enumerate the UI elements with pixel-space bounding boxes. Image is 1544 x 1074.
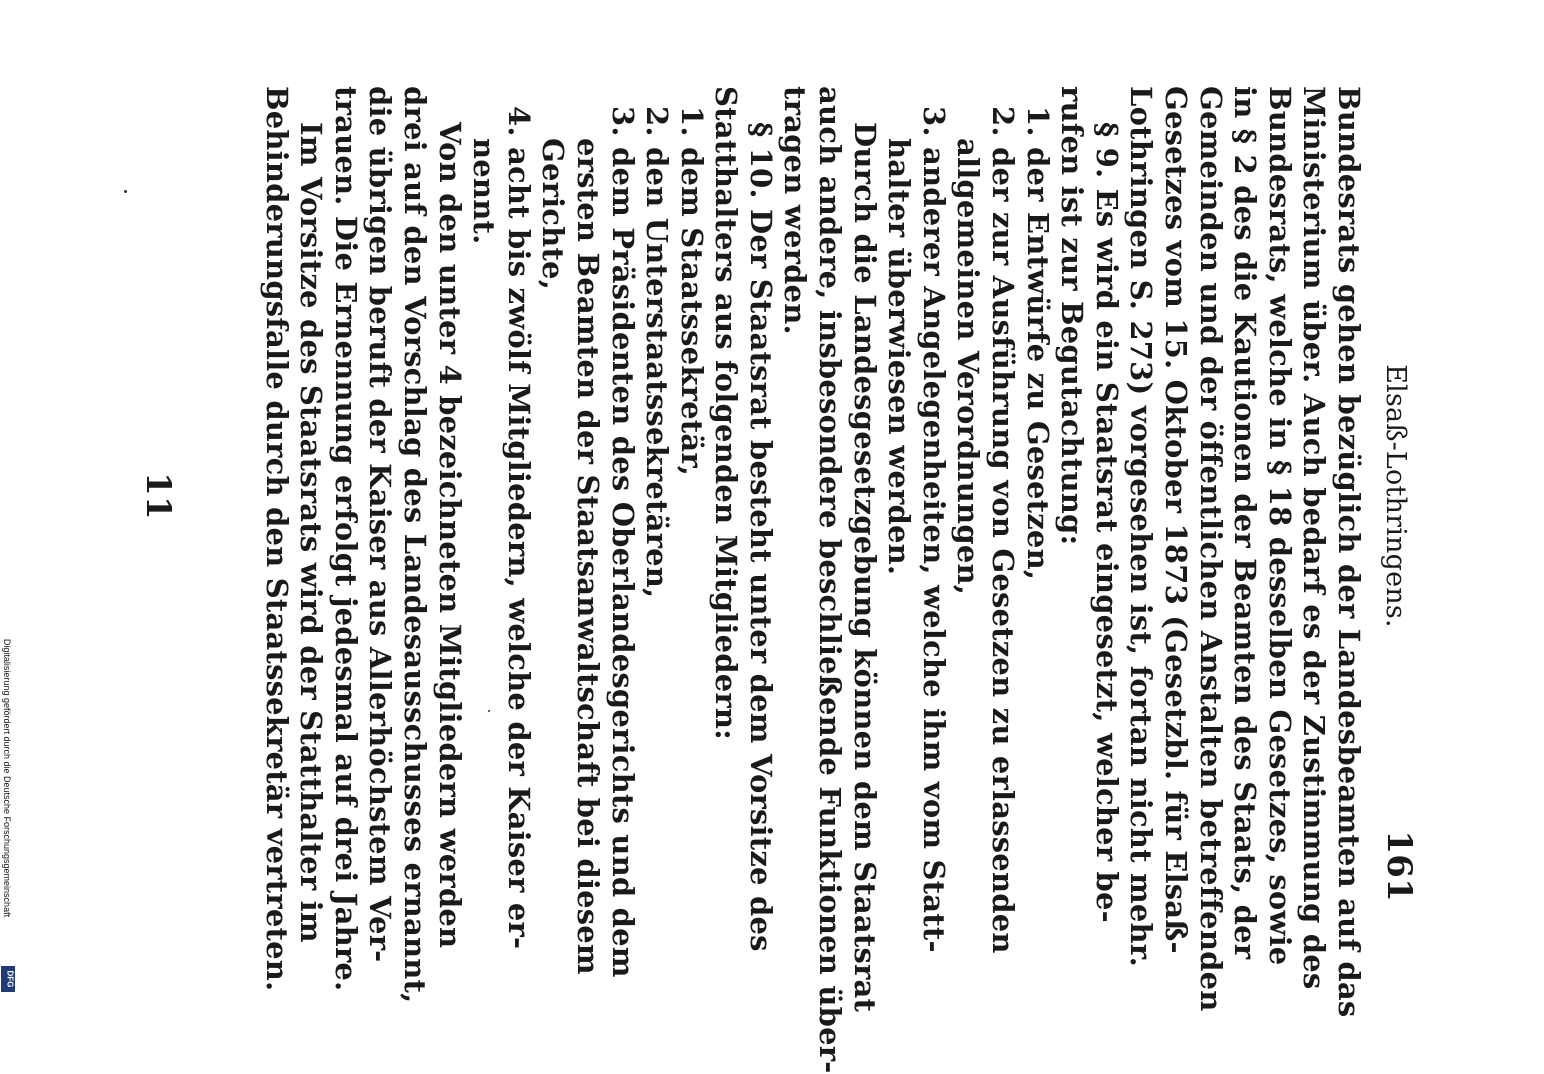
running-title: Elsaß-Lothringens. — [1380, 364, 1411, 628]
page-header — [1372, 86, 1419, 906]
section-heading-line: § 9. Es wird ein Staatsrat eingesetzt, welcher be- — [1089, 122, 1124, 923]
text-line: Bundesrats, welche in § 18 desselben Gesetzes, sowie — [1262, 86, 1297, 966]
text-line: Gemeinden und der öffentlichen Anstalten betreffenden — [1193, 86, 1228, 1012]
text-line: Im Vorsitze des Staatsrats wird der Statthalter im — [294, 122, 329, 943]
text-line: auch andere, insbesondere beschließende Funktionen über- — [813, 86, 848, 1074]
text-line: die übrigen beruft der Kaiser aus Allerhöchstem Ver- — [363, 86, 398, 963]
text-line: Ministerium über. Auch bedarf es der Zustimmung des — [1297, 86, 1332, 990]
text-line: tragen werden. — [778, 86, 813, 335]
list-item-continuation: Gerichte, — [536, 138, 571, 290]
list-item: 2. der zur Ausführung von Gesetzen zu erlassenden — [986, 106, 1021, 954]
scan-speck — [124, 190, 127, 193]
page-number: 161 — [1379, 830, 1419, 902]
text-line: drei auf den Vorschlag des Landesausschusses ernannt, — [397, 86, 432, 1004]
list-item-continuation: halter überwiesen werden. — [882, 138, 917, 576]
chair-paragraph — [259, 86, 329, 992]
text-line: trauen. Die Ernennung erfolgt jedesmal auf drei Jahre. — [328, 86, 363, 992]
funding-notice: Digitalisierung gefördert durch die Deutsche Forschungsgemeinschaft — [2, 638, 12, 918]
list-item: 2. den Unterstaatssekretären, — [640, 106, 675, 599]
legislation-paragraph — [778, 86, 882, 1074]
list-item: 4. acht bis zwölf Mitgliedern, welche der Kaiser er- — [501, 106, 536, 950]
members-paragraph — [328, 86, 467, 1004]
section-heading-line: § 10. Der Staatsrat besteht unter dem Vorsitze des — [743, 122, 778, 952]
list-item: 1. der Entwürfe zu Gesetzen, — [1020, 106, 1055, 581]
section-9-paragraph — [1055, 86, 1124, 923]
text-line: rufen ist zur Begutachtung: — [1055, 86, 1090, 546]
section-10-paragraph — [709, 86, 778, 952]
signature-mark: 11 — [137, 472, 178, 520]
intro-paragraph — [1124, 86, 1366, 1018]
rotated-text-block — [132, 86, 1419, 1074]
list-item: 3. dem Präsidenten des Oberlandesgerichts und dem — [605, 106, 640, 978]
text-line: Behinderungsfalle durch den Staatssekretär vertreten. — [259, 86, 294, 992]
dfg-logo[interactable]: DFG — [1, 966, 15, 992]
section-9-list — [882, 86, 1055, 954]
list-item-continuation: allgemeinen Verordnungen, — [951, 138, 986, 596]
list-item-continuation: nennt. — [467, 138, 502, 245]
list-item: 3. anderer Angelegenheiten, welche ihm vom Statt- — [916, 106, 951, 953]
list-item: 1. dem Staatssekretär, — [674, 106, 709, 476]
scan-speck — [488, 710, 490, 712]
text-line: Bundesrats gehen bezüglich der Landesbeamten auf das — [1332, 86, 1366, 1018]
text-line: Gesetzes vom 15. Oktober 1873 (Gesetzbl. für Elsaß- — [1159, 86, 1194, 954]
text-line: in § 2 des die Kautionen der Beamten des Staats, der — [1228, 86, 1263, 960]
text-line: Von den unter 4 bezeichneten Mitgliedern werden — [432, 122, 467, 949]
text-line: Durch die Landesgesetzgebung können dem Staatsrat — [847, 122, 882, 1013]
text-line: Lothringen S. 273) vorgesehen ist, fortan nicht mehr. — [1124, 86, 1159, 967]
list-item-continuation: ersten Beamten der Staatsanwaltschaft bei diesem — [570, 138, 605, 975]
section-10-list — [467, 86, 709, 978]
text-line: Statthalters aus folgenden Mitgliedern: — [709, 86, 744, 741]
